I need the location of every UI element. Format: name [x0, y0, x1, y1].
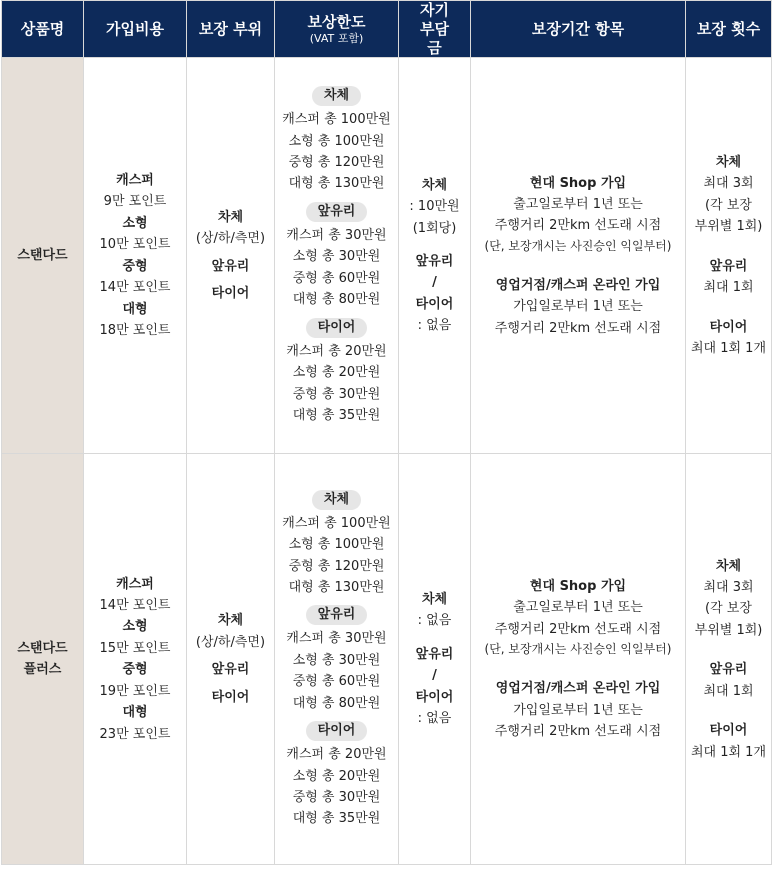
limit-line: 대형 총 130만원: [288, 579, 385, 595]
limit-line: 소형 총 20만원: [292, 365, 381, 381]
header-limit-sub: (VAT 포함): [309, 31, 364, 45]
fee-cell: [84, 454, 187, 865]
period-cell: [471, 58, 686, 454]
count-tire-title: 타이어: [709, 723, 748, 739]
period-line: 주행거리 2만km 선도래 시점: [494, 218, 662, 234]
fee-value: 10만 포인트: [99, 237, 171, 253]
fee-label: 소형: [122, 215, 148, 231]
count-body-value: 최대 3회: [703, 176, 754, 192]
product-name-text: 스탠다드: [17, 248, 68, 264]
limit-group-tire: [275, 720, 398, 830]
limit-group-title: 타이어: [306, 318, 368, 338]
limit-group-title: 타이어: [306, 721, 368, 741]
count-body-note: (각 보장: [705, 601, 752, 617]
limit-line: 캐스퍼 총 100만원: [282, 515, 391, 531]
limit-line: 중형 총 60만원: [292, 674, 381, 690]
count-body-note: 부위별 1회): [694, 219, 763, 235]
fee-cell: [84, 58, 187, 454]
limit-line: 소형 총 30만원: [292, 652, 381, 668]
fee-label: 중형: [122, 258, 148, 274]
fee-label: 캐스퍼: [116, 173, 154, 188]
fee-value: 18만 포인트: [99, 323, 171, 339]
period-note: (단, 보장개시는 사진승인 익일부터): [484, 642, 672, 657]
limit-group-body: [275, 489, 398, 599]
table-row: [2, 454, 772, 865]
limit-line: 중형 총 120만원: [288, 155, 385, 170]
period-line: 가입일로부터 1년 또는: [513, 299, 643, 315]
limit-line: 대형 총 35만원: [292, 407, 381, 423]
limit-line: 소형 총 20만원: [292, 768, 381, 784]
coverage-table: [1, 0, 772, 865]
count-tire-value: 최대 1회 1개: [690, 744, 767, 760]
limit-line: 캐스퍼 총 20만원: [286, 343, 387, 359]
limit-group-title: 앞유리: [306, 605, 368, 625]
fee-label: 캐스퍼: [116, 576, 154, 592]
limit-line: 소형 총 100만원: [288, 537, 385, 553]
count-body-note: 부위별 1회): [694, 622, 763, 638]
fee-value: 19만 포인트: [99, 683, 171, 699]
fee-value: 9만 포인트: [103, 194, 167, 210]
header-product-name: 상품명: [2, 1, 84, 58]
deductible-other-value: : 없음: [417, 318, 452, 334]
deductible-cell: [399, 58, 471, 454]
limit-line: 대형 총 80만원: [292, 695, 381, 711]
limit-group-title: 차체: [312, 490, 361, 510]
header-count: 보장 횟수: [686, 1, 772, 58]
limit-group-windshield: [275, 201, 398, 311]
fee-label: 중형: [122, 662, 148, 678]
header-limit: [275, 1, 399, 58]
limit-line: 중형 총 30만원: [292, 790, 381, 805]
header-fee: 가입비용: [84, 1, 187, 58]
count-tire-title: 타이어: [709, 319, 748, 335]
limit-line: 캐스퍼 총 100만원: [282, 112, 391, 128]
limit-cell: [275, 58, 399, 454]
deductible-windshield-title: 앞유리: [415, 646, 454, 662]
fee-value: 14만 포인트: [99, 280, 171, 296]
table-row: [2, 58, 772, 454]
limit-line: 중형 총 30만원: [292, 386, 381, 402]
count-windshield-title: 앞유리: [709, 258, 748, 274]
count-body-title: 차체: [715, 558, 742, 574]
limit-line: 대형 총 35만원: [292, 811, 381, 827]
deductible-body-note: (1회당): [412, 220, 457, 236]
limit-line: 대형 총 130만원: [288, 176, 385, 192]
limit-line: 중형 총 60만원: [292, 270, 381, 286]
deductible-body-value: : 없음: [417, 613, 452, 629]
part-body-note: (상/하/측면): [195, 231, 266, 247]
period-title-online: 영업거점/캐스퍼 온라인 가입: [495, 277, 661, 293]
period-line: 주행거리 2만km 선도래 시점: [494, 724, 662, 740]
part-body-note: (상/하/측면): [195, 634, 266, 650]
coverage-part-cell: [187, 454, 275, 865]
deductible-other-value: : 없음: [417, 711, 452, 727]
period-line: 주행거리 2만km 선도래 시점: [494, 320, 662, 336]
part-windshield: 앞유리: [211, 258, 250, 274]
coverage-part-cell: [187, 58, 275, 454]
period-note: (단, 보장개시는 사진승인 익일부터): [484, 238, 672, 253]
part-body: 차체: [217, 209, 244, 225]
part-windshield: 앞유리: [211, 662, 250, 678]
deductible-body-value: : 10만원: [409, 199, 460, 215]
limit-group-windshield: [275, 604, 398, 714]
table-header-row: [2, 1, 772, 58]
limit-line: 캐스퍼 총 30만원: [286, 227, 387, 243]
period-title-shop: 현대 Shop 가입: [529, 579, 627, 595]
fee-label: 소형: [122, 619, 148, 635]
period-line: 가입일로부터 1년 또는: [513, 702, 643, 718]
period-title-online: 영업거점/캐스퍼 온라인 가입: [495, 681, 661, 697]
fee-value: 23만 포인트: [99, 726, 171, 742]
count-windshield-value: 최대 1회: [703, 280, 754, 296]
limit-group-tire: [275, 317, 398, 427]
product-name: [2, 454, 84, 865]
count-cell: [686, 454, 772, 865]
count-windshield-value: 최대 1회: [703, 683, 754, 699]
limit-group-title: 차체: [312, 86, 361, 106]
count-cell: [686, 58, 772, 454]
period-line: 주행거리 2만km 선도래 시점: [494, 621, 662, 637]
period-line: 출고일로부터 1년 또는: [513, 196, 643, 212]
deductible-separator: /: [432, 275, 437, 291]
count-body-note: (각 보장: [705, 197, 752, 213]
fee-label: 대형: [122, 705, 148, 721]
header-coverage-part: 보장 부위: [187, 1, 275, 58]
part-body: 차체: [217, 613, 244, 629]
count-body-title: 차체: [715, 155, 742, 170]
deductible-separator: /: [432, 668, 437, 684]
deductible-body-title: 차체: [421, 591, 448, 607]
header-period: 보장기간 항목: [471, 1, 686, 58]
fee-label: 대형: [122, 301, 148, 317]
limit-line: 대형 총 80만원: [292, 292, 381, 308]
limit-line: 캐스퍼 총 30만원: [286, 631, 387, 647]
product-name: [2, 58, 84, 454]
period-line: 출고일로부터 1년 또는: [513, 600, 643, 616]
deductible-cell: [399, 454, 471, 865]
count-windshield-title: 앞유리: [709, 662, 748, 678]
limit-line: 소형 총 100만원: [288, 133, 385, 149]
fee-value: 15만 포인트: [99, 640, 171, 656]
limit-line: 중형 총 120만원: [288, 558, 385, 574]
deductible-body-title: 차체: [421, 177, 448, 193]
fee-value: 14만 포인트: [99, 597, 171, 613]
period-cell: [471, 454, 686, 865]
part-tire: 타이어: [211, 286, 250, 302]
limit-group-title: 앞유리: [306, 202, 368, 222]
header-limit-label: 보상한도: [307, 12, 366, 31]
header-deductible: 자기 부담금: [399, 1, 471, 58]
product-name-line: 플러스: [23, 662, 62, 678]
product-name-line: 스탠다드: [17, 640, 68, 656]
deductible-windshield-title: 앞유리: [415, 254, 454, 270]
deductible-tire-title: 타이어: [415, 296, 454, 312]
part-tire: 타이어: [211, 689, 250, 705]
period-title-shop: 현대 Shop 가입: [529, 175, 627, 191]
limit-group-body: [275, 85, 398, 195]
limit-line: 캐스퍼 총 20만원: [286, 747, 387, 763]
deductible-tire-title: 타이어: [415, 689, 454, 705]
count-tire-value: 최대 1회 1개: [690, 341, 767, 357]
limit-line: 소형 총 30만원: [292, 249, 381, 265]
limit-cell: [275, 454, 399, 865]
count-body-value: 최대 3회: [703, 579, 754, 595]
